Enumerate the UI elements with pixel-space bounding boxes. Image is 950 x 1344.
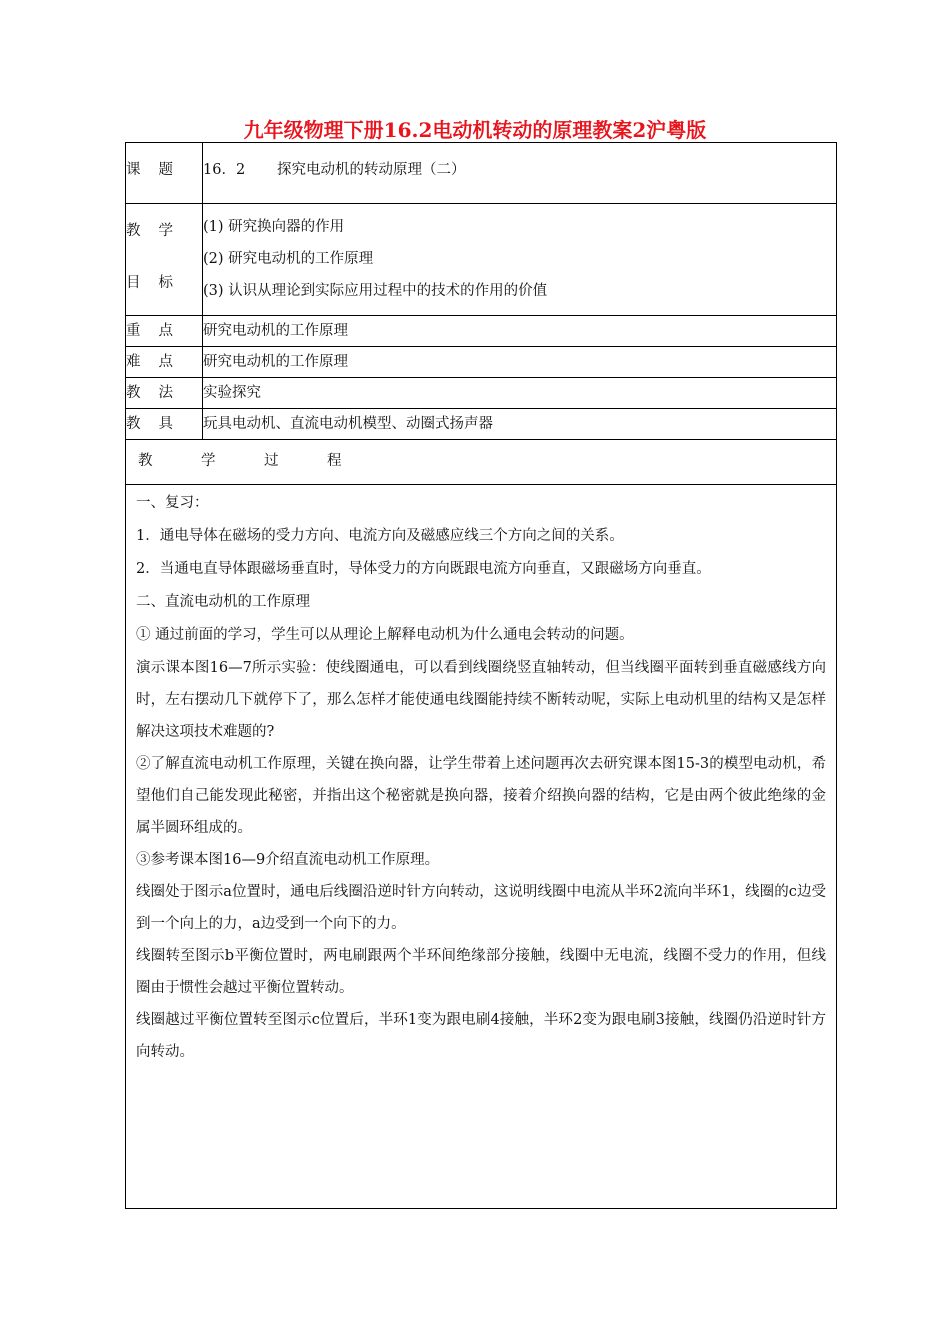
- process-heading-char: 学: [201, 453, 216, 469]
- topic-text: 探究电动机的转动原理（二）: [277, 162, 466, 178]
- tools-text: 玩具电动机、直流电动机模型、动圈式扬声器: [203, 416, 493, 432]
- goals-row: [126, 204, 837, 316]
- goals-label-cell: [126, 204, 203, 316]
- key-point-row: [126, 316, 837, 347]
- key-point-text: 研究电动机的工作原理: [203, 323, 348, 339]
- method-row: [126, 378, 837, 409]
- method-label: 教法: [126, 385, 191, 401]
- difficulty-row: [126, 347, 837, 378]
- method-text: 实验探究: [203, 385, 261, 401]
- goals-label-bottom: 目标: [126, 275, 191, 291]
- body-paragraph: ③参考课本图16—9介绍直流电动机工作原理。: [136, 852, 440, 868]
- body-paragraph: 演示课本图16—7所示实验：使线圈通电，可以看到线圈绕竖直轴转动，但当线圈平面转到垂直磁感线方向时，左右摆动几下就停下了，那么怎样才能使通电线圈能持续不断转动呢，实际上电动机里的结构又是怎样解决这项技术难题的?: [136, 660, 826, 740]
- body-line: 2．当通电直导体跟磁场垂直时，导体受力的方向既跟电流方向垂直，又跟磁场方向垂直。: [136, 561, 711, 577]
- body-line: 1．通电导体在磁场的受力方向、电流方向及磁感应线三个方向之间的关系。: [136, 528, 624, 544]
- body-line: 二、直流电动机的工作原理: [136, 594, 310, 610]
- process-body-row: [126, 485, 837, 1209]
- document-title: 九年级物理下册16.2电动机转动的原理教案2沪粤版: [243, 118, 707, 142]
- difficulty-text: 研究电动机的工作原理: [203, 354, 348, 370]
- body-line: ① 通过前面的学习，学生可以从理论上解释电动机为什么通电会转动的问题。: [136, 627, 634, 643]
- topic-row: [126, 143, 837, 204]
- tools-row: [126, 409, 837, 440]
- process-heading-char: 教: [138, 453, 153, 469]
- process-heading-char: 过: [264, 453, 279, 469]
- tools-label: 教具: [126, 416, 191, 432]
- goal-item: (1) 研究换向器的作用: [203, 219, 345, 235]
- difficulty-label: 难点: [126, 354, 191, 370]
- topic-number: 16．2: [203, 162, 246, 178]
- body-paragraph: 线圈越过平衡位置转至图示c位置后，半环1变为跟电刷4接触，半环2变为跟电刷3接触，线圈仍沿逆时针方向转动。: [136, 1012, 826, 1060]
- topic-label: 课题: [126, 162, 191, 178]
- body-paragraph: 线圈处于图示a位置时，通电后线圈沿逆时针方向转动，这说明线圈中电流从半环2流向半环1，线圈的c边受到一个向上的力，a边受到一个向下的力。: [136, 884, 826, 932]
- body-paragraph: ②了解直流电动机工作原理，关键在换向器，让学生带着上述问题再次去研究课本图15-3的模型电动机，希望他们自己能发现此秘密，并指出这个秘密就是换向器，接着介绍换向器的结构，它是由两个彼此绝缘的金属半圆环组成的。: [136, 756, 826, 836]
- process-heading-char: 程: [327, 453, 342, 469]
- goal-item: (2) 研究电动机的工作原理: [203, 251, 374, 267]
- process-heading-row: [126, 440, 837, 485]
- goal-item: (3) 认识从理论到实际应用过程中的技术的作用的价值: [203, 283, 548, 299]
- body-paragraph: 线圈转至图示b平衡位置时，两电刷跟两个半环间绝缘部分接触，线圈中无电流，线圈不受力的作用，但线圈由于惯性会越过平衡位置转动。: [136, 948, 826, 996]
- process-body-cell: [126, 485, 837, 1209]
- lesson-plan-table: [125, 142, 837, 1209]
- topic-content-cell: [203, 143, 837, 204]
- goals-label-top: 教学: [126, 223, 191, 239]
- key-point-label: 重点: [126, 323, 191, 339]
- goals-content-cell: [203, 204, 837, 316]
- body-line: 一、复习：: [136, 495, 209, 511]
- process-heading-cell: [126, 440, 837, 485]
- topic-label-cell: [126, 143, 203, 204]
